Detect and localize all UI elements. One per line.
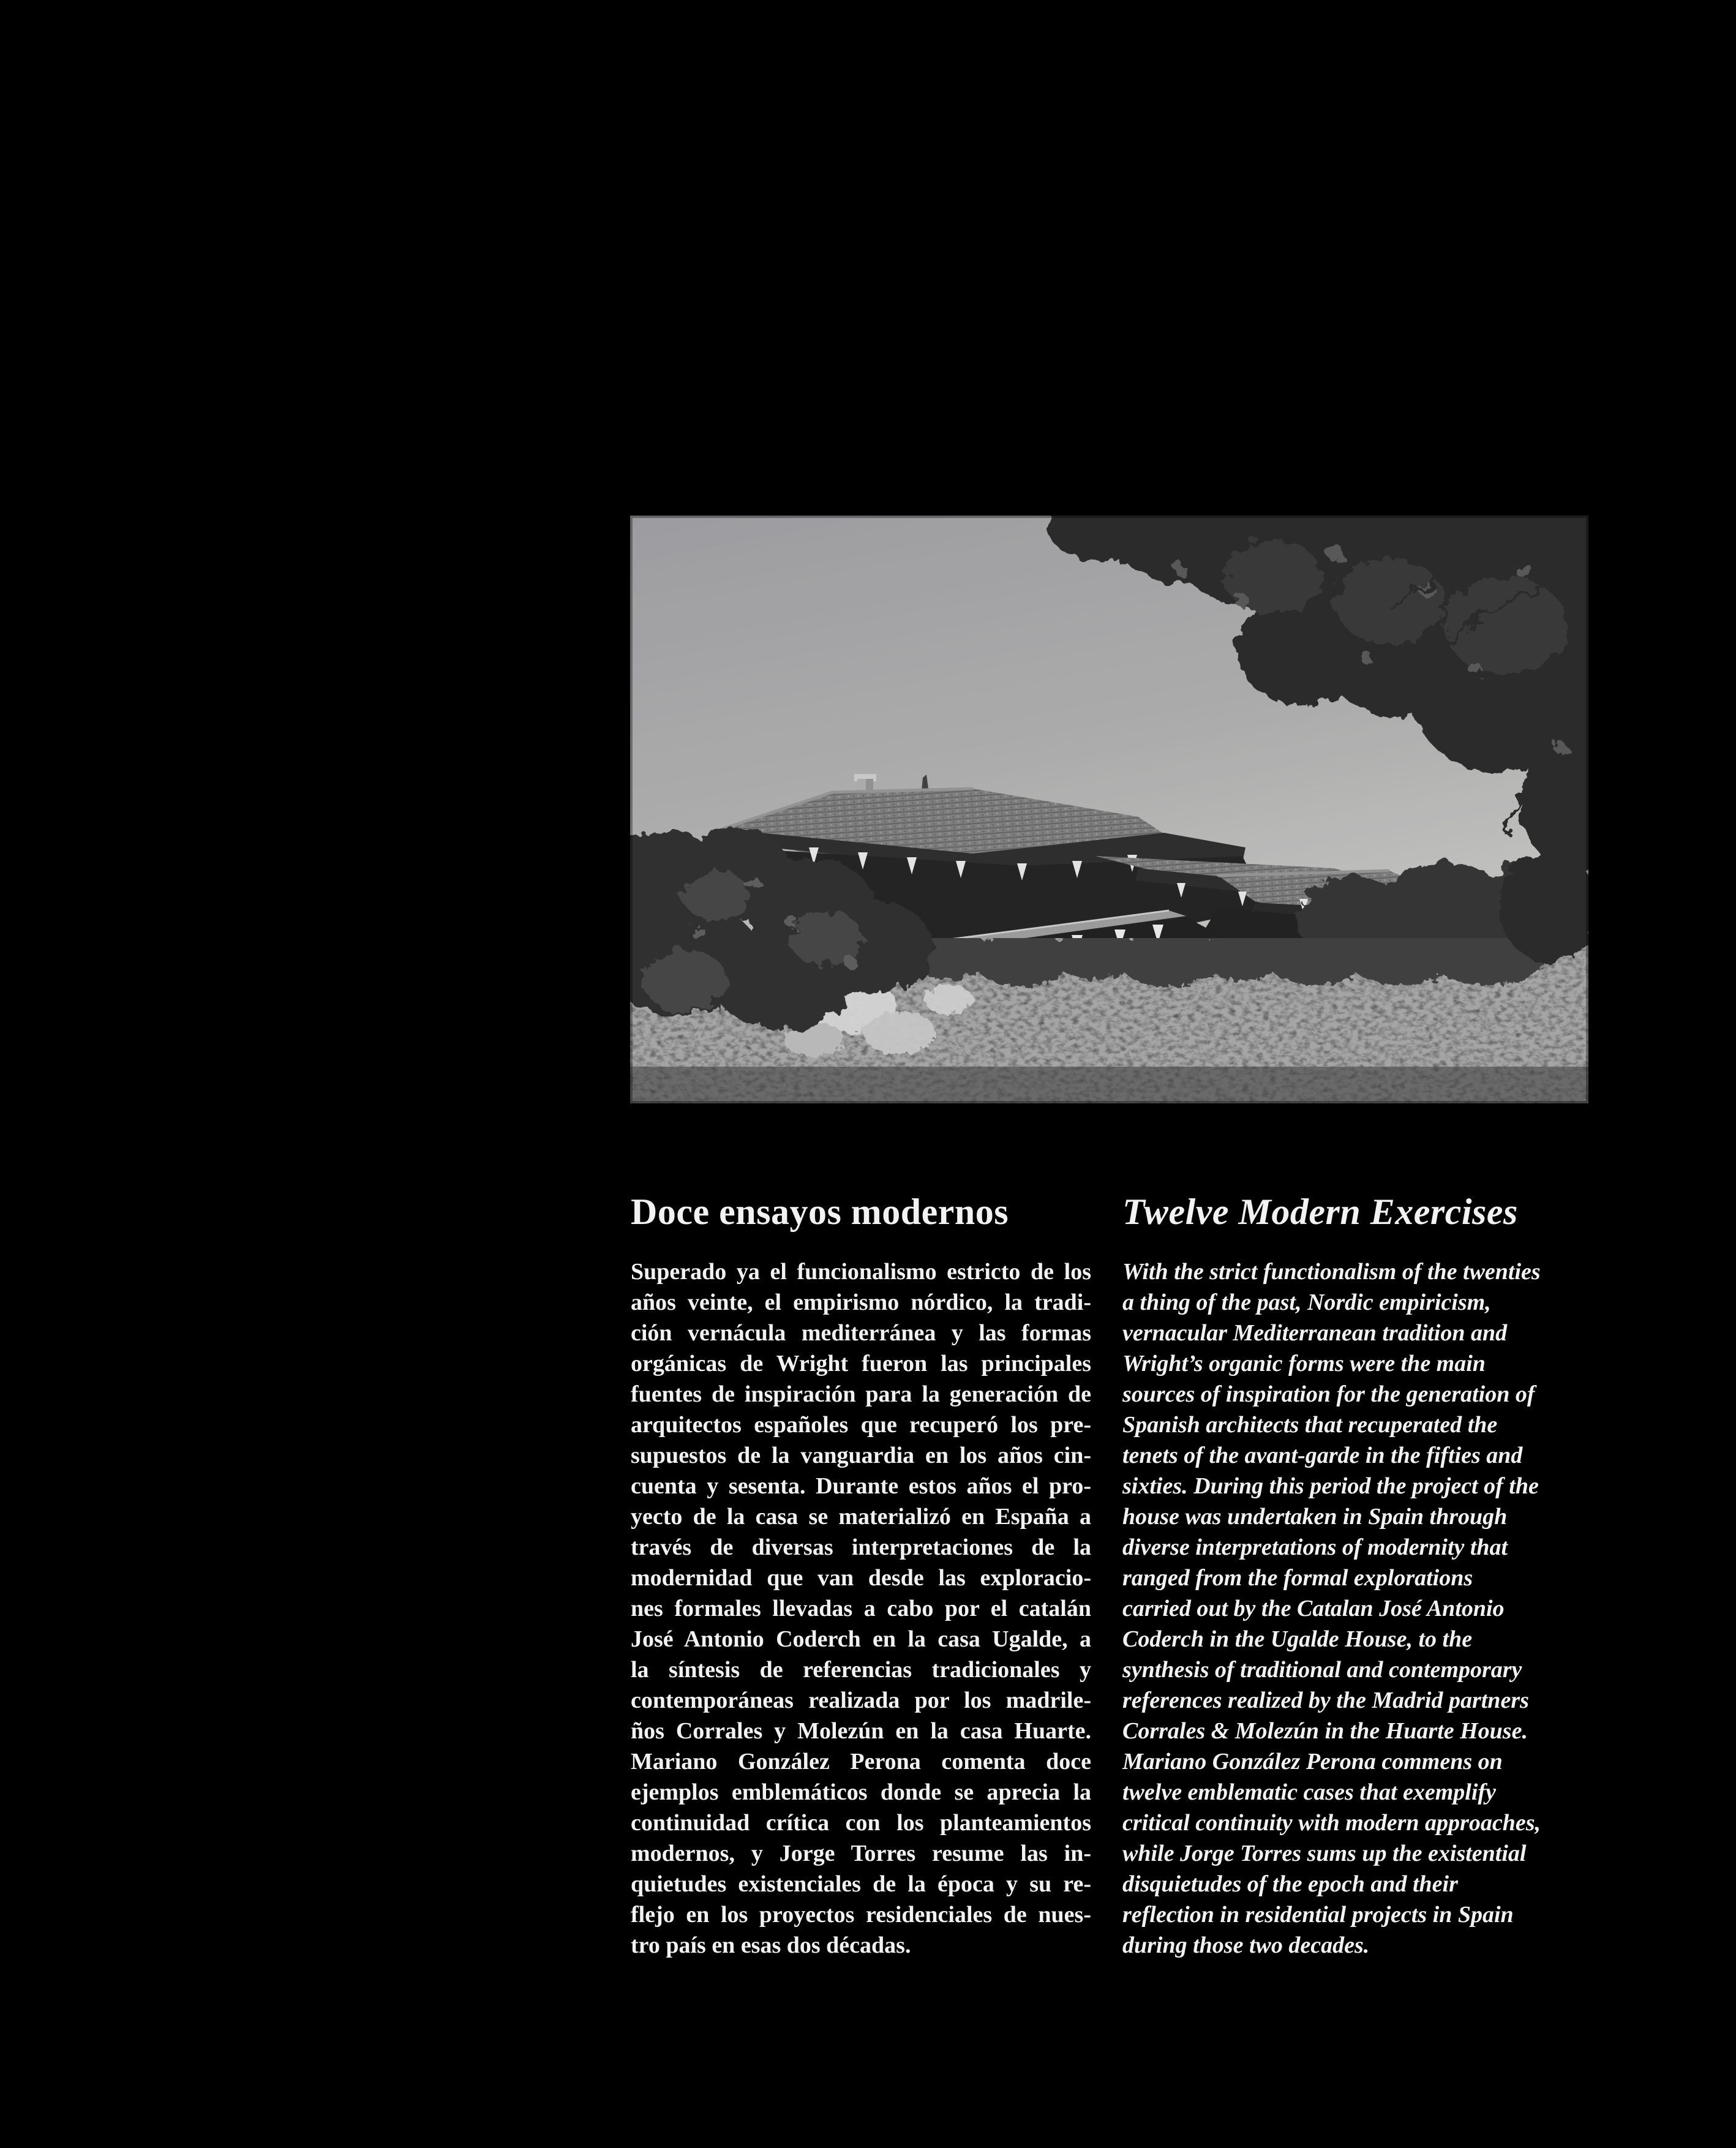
- text-line: vernacular Mediterranean tradition and: [1122, 1320, 1508, 1346]
- text-line: during those two decades.: [1122, 1932, 1370, 1958]
- text-line: carried out by the Catalan José Antonio: [1122, 1596, 1505, 1621]
- text-line: references realized by the Madrid partners: [1122, 1688, 1529, 1713]
- text-line: ños Corrales y Molezún en la casa Huarte.: [631, 1718, 1091, 1744]
- text-line: modernos, y Jorge Torres resume las in-: [631, 1841, 1091, 1866]
- text-line: ción vernácula mediterránea y las formas: [631, 1320, 1091, 1346]
- text-line: house was undertaken in Spain through: [1122, 1504, 1508, 1530]
- text-line: Superado ya el funcionalismo estricto de los: [631, 1259, 1091, 1285]
- text-line: nes formales llevadas a cabo por el catalán: [631, 1596, 1091, 1621]
- spanish-title: Doce ensayos modernos: [631, 1192, 1009, 1232]
- text-line: With the strict functionalism of the twenties: [1122, 1259, 1541, 1285]
- english-paragraph: [1122, 1256, 1620, 1961]
- text-line: sixties. During this period the project of the: [1122, 1473, 1539, 1499]
- text-line: a thing of the past, Nordic empiricism,: [1122, 1290, 1491, 1315]
- text-line: continuidad crítica con los planteamientos: [631, 1810, 1091, 1836]
- text-line: synthesis of traditional and contemporary: [1122, 1657, 1522, 1683]
- spanish-paragraph: [631, 1256, 1091, 1961]
- text-line: contemporáneas realizada por los madrile-: [631, 1688, 1091, 1713]
- text-line: disquietudes of the epoch and their: [1122, 1871, 1458, 1897]
- english-title: Twelve Modern Exercises: [1122, 1192, 1518, 1232]
- text-line: orgánicas de Wright fueron las principales: [631, 1351, 1091, 1376]
- spanish-column: [631, 1193, 1091, 1961]
- house-photo-art: [630, 516, 1588, 1103]
- text-line: twelve emblematic cases that exemplify: [1122, 1779, 1496, 1805]
- text-line: través de diversas interpretaciones de la: [631, 1534, 1091, 1560]
- text-line: ejemplos emblemáticos donde se aprecia la: [631, 1779, 1091, 1805]
- text-line: quietudes existenciales de la época y su re-: [631, 1871, 1091, 1897]
- text-line: la síntesis de referencias tradicionales y: [631, 1657, 1091, 1683]
- text-line: flejo en los proyectos residenciales de nues-: [631, 1902, 1091, 1928]
- text-line: Mariano González Perona comenta doce: [631, 1749, 1091, 1774]
- text-line: Coderch in the Ugalde House, to the: [1122, 1626, 1473, 1652]
- text-line: yecto de la casa se materializó en España a: [631, 1504, 1091, 1530]
- text-line: modernidad que van desde las exploracio-: [631, 1565, 1091, 1591]
- text-line: cuenta y sesenta. Durante estos años el pro-: [631, 1473, 1091, 1499]
- text-line: Wright’s organic forms were the main: [1122, 1351, 1486, 1376]
- english-column: [1122, 1193, 1620, 1961]
- text-line: while Jorge Torres sums up the existential: [1122, 1841, 1527, 1866]
- text-line: sources of inspiration for the generation of: [1122, 1381, 1535, 1407]
- film-grain-overlay: [630, 516, 1588, 1103]
- text-line: años veinte, el empirismo nórdico, la tradi-: [631, 1290, 1091, 1315]
- text-line: tro país en esas dos décadas.: [631, 1932, 911, 1958]
- text-line: fuentes de inspiración para la generación de: [631, 1381, 1091, 1407]
- text-line: Spanish architects that recuperated the: [1122, 1412, 1498, 1438]
- text-line: critical continuity with modern approaches,: [1122, 1810, 1541, 1836]
- text-line: José Antonio Coderch en la casa Ugalde, a: [631, 1626, 1091, 1652]
- house-photo: [630, 516, 1588, 1103]
- text-line: arquitectos españoles que recuperó los pre-: [631, 1412, 1091, 1438]
- text-line: diverse interpretations of modernity that: [1122, 1534, 1508, 1560]
- text-line: tenets of the avant-garde in the fifties and: [1122, 1443, 1523, 1468]
- text-line: Corrales & Molezún in the Huarte House.: [1122, 1718, 1528, 1744]
- text-line: Mariano González Perona commens on: [1122, 1749, 1503, 1774]
- text-line: reflection in residential projects in Spain: [1122, 1902, 1514, 1928]
- text-line: supuestos de la vanguardia en los años cin-: [631, 1443, 1091, 1468]
- text-line: ranged from the formal explorations: [1122, 1565, 1473, 1591]
